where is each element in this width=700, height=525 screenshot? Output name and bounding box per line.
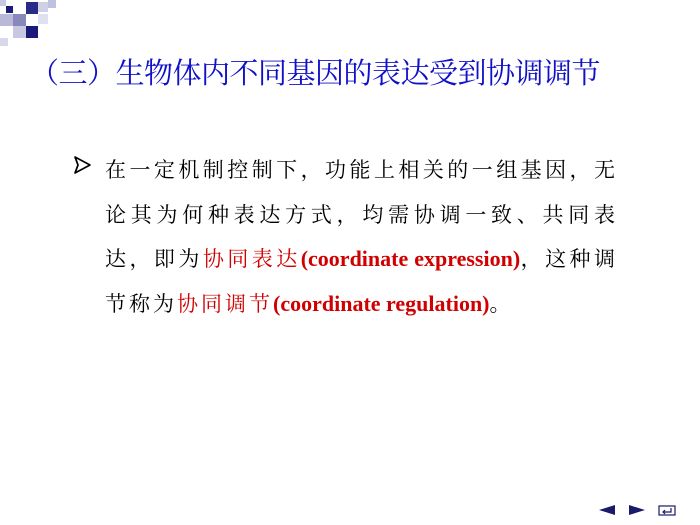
slide-navigation xyxy=(596,503,678,517)
term-coordinate-regulation-cn: 协同调节 xyxy=(177,291,273,316)
text-segment: ，这种调节称为 xyxy=(105,247,619,316)
prev-slide-button[interactable] xyxy=(596,503,618,517)
triangle-right-icon xyxy=(627,504,647,516)
slide-title: （三）生物体内不同基因的表达受到协调调节 xyxy=(30,56,601,90)
term-coordinate-expression-en: (coordinate expression) xyxy=(300,246,521,271)
term-coordinate-expression-cn: 协同表达 xyxy=(202,247,301,271)
return-button[interactable] xyxy=(656,503,678,517)
text-segment: 。 xyxy=(489,291,514,316)
term-coordinate-regulation-en: (coordinate regulation) xyxy=(273,290,490,316)
bullet-paragraph xyxy=(105,148,618,326)
next-slide-button[interactable] xyxy=(626,503,648,517)
return-icon xyxy=(657,503,677,517)
text-segment: 在一定机制控制下，功能上相关的一组基因，无论其为何种表达方式，均需协调一致、共同表达，即为 xyxy=(105,158,618,271)
triangle-left-icon xyxy=(597,504,617,516)
arrow-bullet-icon xyxy=(72,154,94,176)
